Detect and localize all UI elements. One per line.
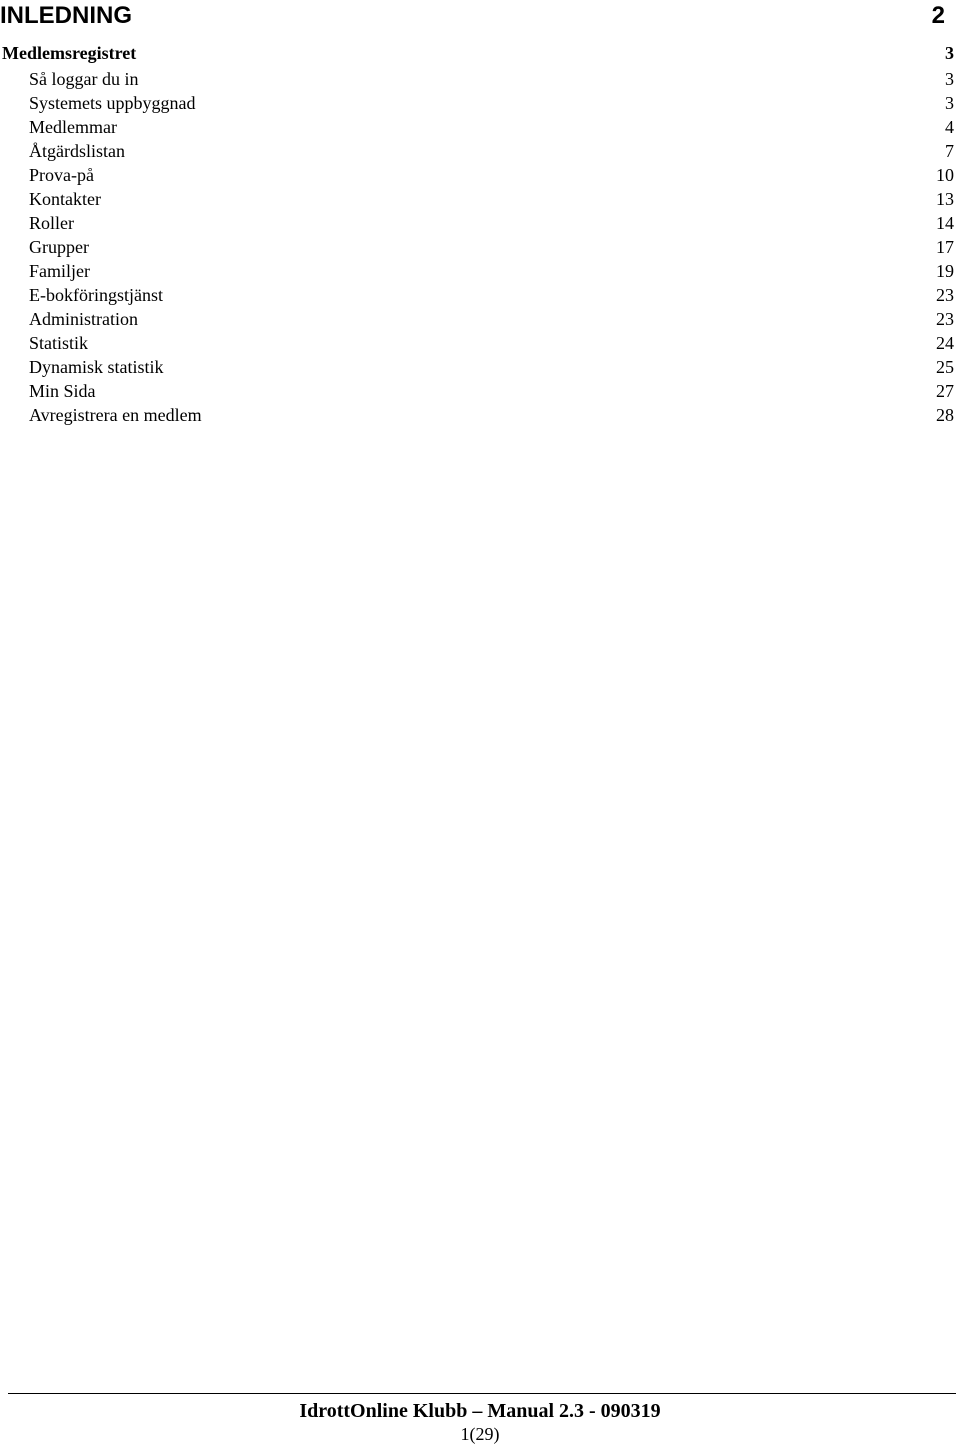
toc-entry-page: 3 [945,93,954,113]
toc-entry-page: 14 [936,213,954,233]
toc-entry-title: Kontakter [29,189,101,209]
toc-entry-row[interactable] [29,91,954,115]
toc-entry-row[interactable] [29,259,954,283]
toc-entry-page: 4 [945,117,954,137]
toc-entry-page: 19 [936,261,954,281]
toc-entry-title: Min Sida [29,381,96,401]
toc-entry-page: 13 [936,189,954,209]
toc-entry-row[interactable] [29,163,954,187]
table-of-contents [0,0,960,427]
toc-entry-row[interactable] [29,139,954,163]
toc-entry-title: Åtgärdslistan [29,141,125,161]
toc-entry-title: Roller [29,213,74,233]
toc-entry-row[interactable] [29,187,954,211]
toc-entry-page: 27 [936,381,954,401]
toc-entry-title: Statistik [29,333,89,353]
toc-entry-row[interactable] [29,211,954,235]
toc-entry-title: Grupper [29,237,89,257]
toc-heading-title: INLEDNING [0,2,132,29]
toc-entry-title: Dynamisk statistik [29,357,164,377]
toc-entry-title: Avregistrera en medlem [29,405,202,425]
toc-entry-page: 17 [936,237,954,257]
toc-section-row[interactable] [2,39,954,67]
toc-heading-row[interactable] [0,0,945,32]
toc-entry-page: 23 [936,309,954,329]
page-number: 1(29) [460,1424,500,1444]
toc-entry-title: Administration [29,309,138,329]
toc-entry-row[interactable] [29,355,954,379]
toc-entry-title: Medlemmar [29,117,117,137]
toc-entry-row[interactable] [29,115,954,139]
toc-entry-title: Systemets uppbyggnad [29,93,196,113]
toc-entry-title: Familjer [29,261,90,281]
toc-section-page: 3 [945,43,954,63]
toc-entry-row[interactable] [29,403,954,427]
toc-entry-page: 23 [936,285,954,305]
toc-entry-page: 24 [936,333,954,353]
toc-entry-title: Så loggar du in [29,69,139,89]
toc-entry-page: 28 [936,405,954,425]
toc-entry-title: Prova-på [29,165,94,185]
toc-entry-row[interactable] [29,235,954,259]
footer-title: IdrottOnline Klubb – Manual 2.3 - 090319 [299,1400,661,1422]
toc-entry-page: 3 [945,69,954,89]
toc-entry-title: E-bokföringstjänst [29,285,163,305]
toc-entry-row[interactable] [29,307,954,331]
toc-section-title: Medlemsregistret [2,43,137,63]
toc-heading-page: 2 [931,2,945,29]
toc-entry-page: 7 [945,141,954,161]
toc-entry-row[interactable] [29,379,954,403]
toc-entry-row[interactable] [29,67,954,91]
toc-entry-row[interactable] [29,331,954,355]
toc-entry-row[interactable] [29,283,954,307]
toc-entry-page: 10 [936,165,954,185]
footer-divider [8,1393,956,1394]
toc-entry-page: 25 [936,357,954,377]
